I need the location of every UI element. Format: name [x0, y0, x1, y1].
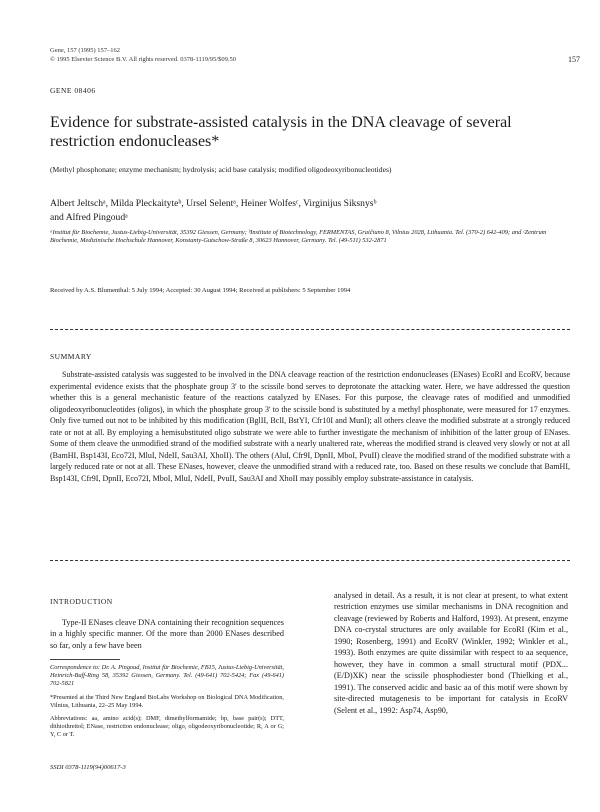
- journal-line: Gene, 157 (1995) 157–162: [50, 47, 121, 54]
- article-title: Evidence for substrate-assisted catalysis in the DNA cleavage of several restriction endonucleases*: [50, 114, 512, 150]
- authors-line-1: Albert Jeltschᵃ, Milda Pleckaityteᵇ, Ursel Selentᵃ, Heiner Wolfesᶜ, Virginijus Siksnysᵇ: [50, 198, 377, 209]
- right-column-paragraph: analysed in detail. As a result, it is not clear at present, to what extent restriction enzymes use similar mechanisms in DNA recognition and cleavage (reviewed by Roberts and Halford, 1993). At present, enzyme DNA co-crystal structures are only available for EcoRI (Kim et al., 1990; Rosenberg, 1991) and EcoRV (Winkler, 1992; Winkler et al., 1993). Both enzymes are quite dissimilar with respect to aa sequence, however, they have in common a small structural motif (PDX...(E/D)XK) near the scissile phosphodiester bond (Thielking et al., 1991). The conserved acidic and basic aa of this motif were shown by site-directed mutagenesis to be important for catalysis in EcoRV (Selent et al., 1992: Asp74, Asp90,: [334, 591, 568, 715]
- authors-line-2: and Alfred Pingoudᵃ: [50, 212, 128, 223]
- introduction-paragraph: Type-II ENases cleave DNA containing their recognition sequences in a highly specific manner. Of the more than 2000 ENases described so far, only a few have been: [50, 618, 284, 650]
- received-dates: Received by A.S. Blumenthal: 5 July 1994; Accepted: 30 August 1994; Received at publishers: 5 September 1994: [50, 287, 351, 294]
- correspondence-text: Correspondence to: Dr. A. Pingoud, Institut für Biochemie, FB15, Justus-Liebig-Universität, Heinrich-Buff-Ring 58, 35392 Giessen, Germany. Tel. (49-641) 702-5424; Fax (49-641) 702-5821: [50, 664, 284, 687]
- page-number: 157: [568, 55, 580, 64]
- copyright-line: © 1995 Elsevier Science B.V. All rights reserved. 0378-1119/95/$09.50: [50, 56, 236, 63]
- issn-line: SSDI 0378-1119(94)00617-3: [50, 764, 126, 771]
- summary-end-rule: [50, 560, 570, 561]
- presented-footnote: *Presented at the Third New England BioLabs Workshop on Biological DNA Modification, Vilnius, Lithuania, 22–25 May 1994.: [50, 694, 284, 709]
- abbreviations-note: Abbreviations: aa, amino acid(s); DMF, dimethylformamide; bp, base pair(s); DTT, dithiothreitol; ENase, restriction endonuclease; oligo, oligodeoxyribonucleotide; R, A or G; Y, C or T.: [50, 715, 284, 738]
- correspondence-note: [50, 664, 284, 688]
- introduction-heading: INTRODUCTION: [50, 597, 113, 606]
- article-code: GENE 08406: [50, 86, 96, 95]
- dashed-separator: [50, 329, 570, 330]
- summary-text: [50, 369, 570, 484]
- right-column-text: [334, 590, 568, 716]
- summary-paragraph: Substrate-assisted catalysis was suggested to be involved in the DNA cleavage reaction of the restriction endonucleases (ENases) EcoRI and EcoRV, because experimental evidence exists that the phosphate group 3' to the scissile bond serves to deprotonate the attacking water. Here, we have addressed the question whether this is a general mechanistic feature of the reactions catalyzed by ENases. For this purpose, the cleavage rates of modified and unmodified oligodeoxyribonucleotides (oligos), in which the phosphate group 3' to the scissile bond is substituted by a methyl phosphonate, were measured for 17 enzymes. Only five turned out not to be inhibited by this modification (BglII, BclI, BstYI, Cfr10I and MunI); all others cleave the modified substrate at a strongly reduced rate or not at all. By employing a hemisubstituted oligo substrate we were able to further investigate the mechanism of inhibition of the latter group of ENases. Some of them cleave the unmodified strand of the modified substrate with a nearly unaltered rate, whereas the modified strand is cleaved very slowly or not at all (BamHI, Bsp143I, Eco72I, MluI, NdeII, Sau3AI, XhoII). The others (AluI, Cfr9I, DpnII, MboI, PvuII) cleave the modified strand of the modified substrate with a largely reduced rate or not at all. These ENases, however, cleave the unmodified strand with a reduced rate, too. Based on these results we conclude that BamHI, Bsp143I, Cfr9I, DpnII, Eco72I, MboI, MluI, NdeII, PvuII, Sau3AI and XhoII may possibly employ substrate-assistance in catalysis.: [50, 370, 570, 483]
- affiliations: ᵃInstitut für Biochemie, Justus-Liebig-Universität, 35392 Giessen, Germany; ᵇInstitute of Biotechnology, FERMENTAS, Graičiuno 8, Vilnius 2028, Lithuania. Tel. (370-2) 642-409; and ᶜZentrum Biochemie, Medizinische Hochschule Hannover, Konstanty-Gutschow-Straße 8, 30623 Hannover, Germany. Tel. (49-511) 532-2871: [50, 229, 547, 245]
- summary-heading: SUMMARY: [50, 352, 92, 361]
- keywords: (Methyl phosphonate; enzyme mechanism; hydrolysis; acid base catalysis; modified oligodeoxyribonucleotides): [50, 165, 392, 174]
- footnote-rule: [50, 659, 120, 660]
- introduction-text: [50, 617, 284, 651]
